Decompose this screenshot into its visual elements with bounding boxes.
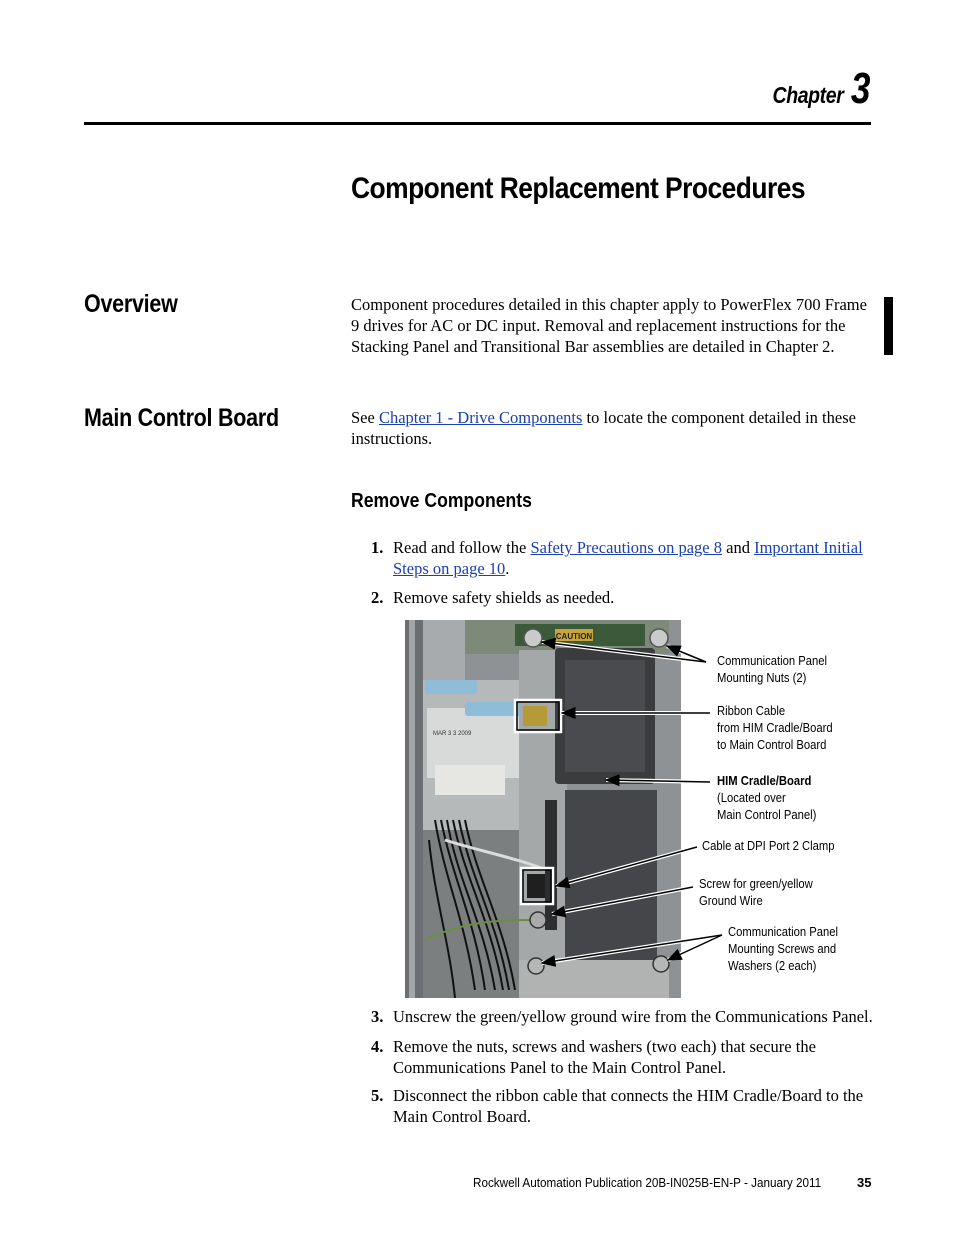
callout-line: Washers (2 each) <box>728 959 817 973</box>
step-number: 1. <box>371 538 384 557</box>
step-number: 4. <box>371 1037 384 1056</box>
safety-precautions-link[interactable]: Safety Precautions on page 8 <box>530 538 722 557</box>
overview-heading: Overview <box>84 290 178 318</box>
step-1-pre: Read and follow the <box>393 538 531 557</box>
callout-title: HIM Cradle/Board <box>717 774 812 788</box>
page-number: 35 <box>857 1175 872 1190</box>
important-initial-steps-link[interactable]: Important Initial Steps on page 10 <box>393 538 863 578</box>
mcb-text-after: to locate the component detailed in these instructions. <box>351 408 856 448</box>
callout-line: (Located over <box>717 791 786 805</box>
footer-publication: Rockwell Automation Publication 20B-IN025B-EN-P - January 2011 <box>473 1175 822 1190</box>
callout-dpi-clamp <box>702 838 835 855</box>
chapter-word: Chapter <box>772 82 844 108</box>
mar-label: MAR 3 3 2009 <box>433 731 472 737</box>
caution-label: CAUTION <box>555 632 593 641</box>
callout-line: Communication Panel <box>717 654 828 668</box>
chapter-label <box>760 64 870 114</box>
callout-line: Ground Wire <box>699 894 763 908</box>
main-control-board-heading: Main Control Board <box>84 404 279 432</box>
callout-line: Mounting Screws and <box>728 942 837 956</box>
step-1-post: . <box>505 559 510 578</box>
callout-line: from HIM Cradle/Board <box>717 721 833 735</box>
step-text <box>393 537 881 579</box>
overview-text: Component procedures detailed in this chapter apply to PowerFlex 700 Frame 9 drives for AC or DC input. Removal and replacement instructions for the Stacking Panel and Transitional Bar assemblies are detailed in Chapter 2. <box>351 295 867 356</box>
callout-comm-panel-screws <box>728 924 838 975</box>
chapter1-link[interactable]: Chapter 1 - Drive Components <box>378 408 583 427</box>
callout-line: Communication Panel <box>728 925 839 939</box>
step-number: 2. <box>371 588 384 607</box>
callout-line: Screw for green/yellow <box>699 877 813 891</box>
step-number: 3. <box>371 1007 384 1026</box>
callout-him-cradle <box>717 773 816 824</box>
drive-photo <box>405 620 681 998</box>
chapter-number: 3 <box>850 64 870 113</box>
callout-line: Ribbon Cable <box>717 704 786 718</box>
change-bar <box>884 297 893 355</box>
step-text: Disconnect the ribbon cable that connects the HIM Cradle/Board to the Main Control Board. <box>393 1086 864 1126</box>
callout-ribbon-cable <box>717 703 833 754</box>
callout-line: Mounting Nuts (2) <box>717 671 807 685</box>
step-text: Remove the nuts, screws and washers (two each) that secure the Communications Panel to the Main Control Panel. <box>393 1037 816 1077</box>
callout-line: to Main Control Board <box>717 738 827 752</box>
step-number: 5. <box>371 1086 384 1105</box>
page-title: Component Replacement Procedures <box>351 172 806 205</box>
mcb-text-before: See <box>351 408 379 427</box>
callout-comm-panel-nuts <box>717 653 827 687</box>
callout-line: Main Control Panel) <box>717 808 817 822</box>
main-control-board-text <box>351 407 861 449</box>
callout-ground-screw <box>699 876 813 910</box>
chapter-rule <box>84 122 871 125</box>
callout-line: Cable at DPI Port 2 Clamp <box>702 839 835 853</box>
step-text: Unscrew the green/yellow ground wire from the Communications Panel. <box>393 1007 873 1026</box>
step-1-mid: and <box>722 538 755 557</box>
remove-components-heading: Remove Components <box>351 490 532 512</box>
step-text: Remove safety shields as needed. <box>393 588 615 607</box>
